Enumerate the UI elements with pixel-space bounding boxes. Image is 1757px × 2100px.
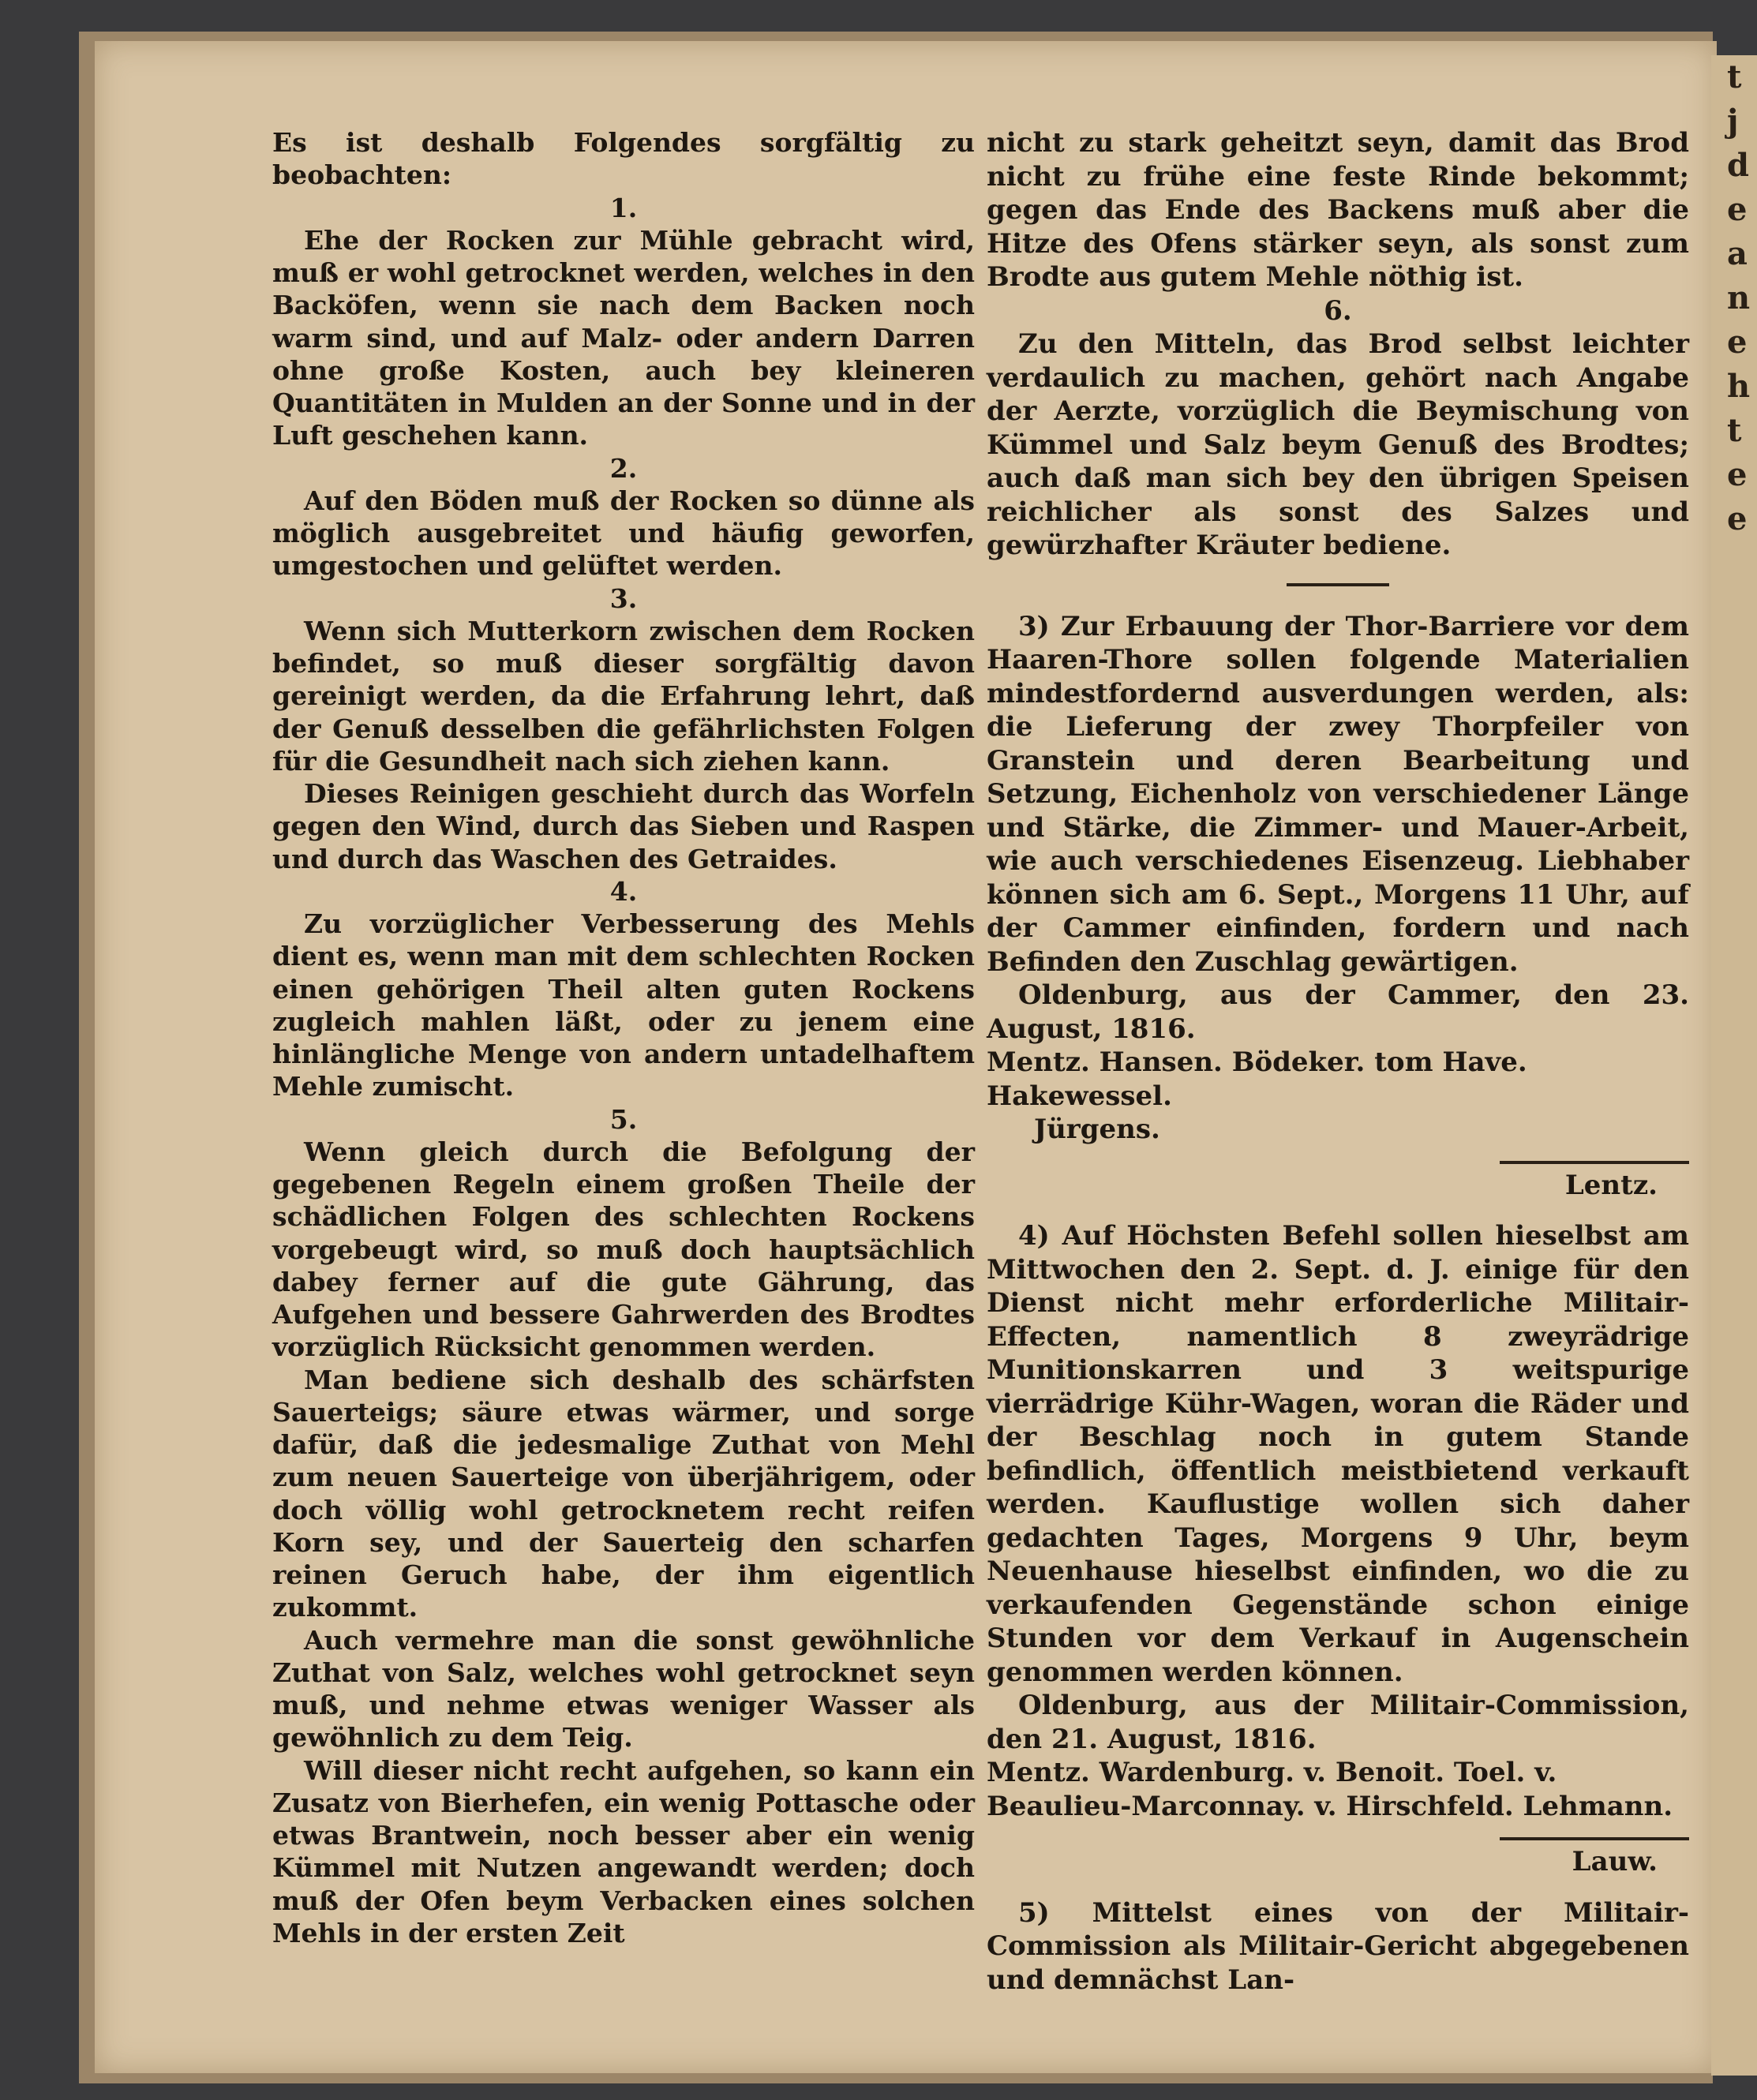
section-number: 5.	[609, 1103, 638, 1135]
paragraph: Wenn sich Mutterkorn zwischen dem Rocken befindet, so muß dieser sorgfältig davon gereinigt werden, da die Erfahrung lehrt, daß der Genuß desselben die gefährlichsten Folgen für die Gesundheit nach sich ziehen kann.	[272, 615, 975, 777]
section-number: 2.	[609, 452, 638, 484]
paragraph: Ehe der Rocken zur Mühle gebracht wird, muß er wohl getrocknet werden, welches in den Backöfen, wenn sie nach dem Backen noch warm sind, und auf Malz- oder andern Darren ohne große Kosten, auch bey kleineren Quantitäten in Mulden an der Sonne und in der Luft geschehen kann.	[272, 224, 975, 451]
next-page-edge	[1711, 55, 1757, 2076]
margin-letter: t	[1727, 412, 1742, 449]
paragraph: Zu den Mitteln, das Brod selbst leichter verdaulich zu machen, gehört nach Angabe der Aerzte, vorzüglich die Beymischung von Kümmel und Salz beym Genuß des Brodtes; auch daß man sich bey den übrigen Speisen reichlicher als sonst des Salzes und gewürzhafter Kräuter bediene.	[987, 328, 1689, 561]
paragraph: Auf den Böden muß der Rocken so dünne als möglich ausgebreitet und häufig geworfen, umgestochen und gelüftet werden.	[272, 485, 975, 582]
margin-letter: e	[1727, 191, 1748, 228]
notice-signatures: Mentz. Hansen. Bödeker. tom Have. Hakewessel.	[987, 1046, 1527, 1112]
notice-clerk: Lentz.	[1564, 1169, 1658, 1201]
divider	[1500, 1161, 1689, 1164]
notice-signatures: Mentz. Wardenburg. v. Benoit. Toel. v. Beaulieu-Marconnay. v. Hirschfeld. Lehmann.	[987, 1757, 1673, 1822]
notice-text: 4) Auf Höchsten Befehl sollen hieselbst am Mittwochen den 2. Sept. d. J. einige für den Dienst nicht mehr erforderliche Militair-Effecten, namentlich 8 zweyrädrige Munitionskarren und 3 weitspurige vierrädrige Kühr-Wagen, woran die Räder und der Beschlag noch in gutem Stande befindlich, öffentlich meistbietend verkauft werden. Kauflustige wollen sich daher gedachten Tages, Morgens 9 Uhr, beym Neuenhause hieselbst einfinden, wo die zu verkaufenden Gegenstände schon einige Stunden vor dem Verkauf in Augenschein genommen werden können.	[987, 1220, 1689, 1688]
divider	[1500, 1837, 1689, 1840]
section-number: 3.	[609, 582, 638, 614]
margin-letter: e	[1727, 456, 1748, 493]
section-number: 6.	[1324, 294, 1352, 327]
section-number: 1.	[609, 192, 638, 223]
paragraph: nicht zu stark geheitzt seyn, damit das Brod nicht zu frühe eine feste Rinde bekommt; gegen das Ende des Backens muß aber die Hitze des Ofens stärker seyn, als sonst zum Brodte aus gutem Mehle nöthig ist.	[987, 127, 1689, 293]
margin-letter: h	[1727, 368, 1751, 405]
section-number: 4.	[609, 875, 638, 907]
paragraph: Man bediene sich deshalb des schärfsten Sauerteigs; säure etwas wärmer, und sorge dafür, daß die jedesmalige Zuthat von Mehl zum neuen Sauerteige von überjährigem, oder doch völlig wohl getrocknetem recht reifen Korn sey, und der Sauerteig den scharfen reinen Geruch habe, der ihm eigentlich zukommt.	[272, 1364, 975, 1623]
notice-place-date: Oldenburg, aus der Militair-Commission, den 21. August, 1816.	[987, 1690, 1689, 1755]
margin-letter: d	[1727, 147, 1749, 184]
spacer	[987, 1202, 1689, 1219]
notice-place-date: Oldenburg, aus der Cammer, den 23. August, 1816.	[987, 979, 1689, 1045]
left-column	[272, 126, 975, 1949]
margin-letter: n	[1727, 279, 1751, 316]
divider	[1287, 583, 1389, 586]
margin-letter: e	[1727, 500, 1748, 537]
paragraph: Auch vermehre man die sonst gewöhnliche Zuthat von Salz, welches wohl getrocknet seyn muß, und nehme etwas weniger Wasser als gewöhnlich zu dem Teig.	[272, 1624, 975, 1754]
notice-clerk: Lauw.	[1572, 1846, 1658, 1877]
section-heading: Es ist deshalb Folgendes sorgfältig zu beobachten:	[272, 127, 975, 191]
margin-letter: e	[1727, 324, 1748, 361]
spacer	[987, 1879, 1689, 1896]
notice-signatures: Jürgens.	[1034, 1114, 1160, 1145]
margin-letter: a	[1727, 235, 1748, 272]
margin-letter: j	[1727, 103, 1739, 140]
paragraph: Will dieser nicht recht aufgehen, so kann ein Zusatz von Bierhefen, ein wenig Pottasche oder etwas Brantwein, noch besser aber ein wenig Kümmel mit Nutzen angewandt werden; doch muß der Ofen beym Verbacken eines solchen Mehls in der ersten Zeit	[272, 1754, 975, 1948]
paragraph: Dieses Reinigen geschieht durch das Worfeln gegen den Wind, durch das Sieben und Raspen und durch das Waschen des Getraides.	[272, 778, 975, 874]
margin-letter: t	[1727, 58, 1742, 95]
notice-text: 3) Zur Erbauung der Thor-Barriere vor dem Haaren-Thore sollen folgende Materialien mindestfordernd ausverdungen werden, als: die Lieferung der zwey Thorpfeiler von Granstein und deren Bearbeitung und Setzung, Eichenholz von verschiedener Länge und Stärke, die Zimmer- und Mauer-Arbeit, wie auch verschiedenes Eisenzeug. Liebhaber können sich am 6. Sept., Morgens 11 Uhr, auf der Cammer einfinden, fordern und nach Befinden den Zuschlag gewärtigen.	[987, 610, 1689, 978]
notice-text: 5) Mittelst eines von der Militair-Commission als Militair-Gericht abgegebenen und demnächst Lan-	[987, 1896, 1689, 1996]
paragraph: Wenn gleich durch die Befolgung der gegebenen Regeln einem großen Theile der schädlichen Folgen des schlechten Rockens vorgebeugt wird, so muß doch hauptsächlich dabey ferner auf die gute Gährung, das Aufgehen und bessere Gahrwerden des Brodtes vorzüglich Rücksicht genommen werden.	[272, 1136, 975, 1363]
right-column	[987, 126, 1689, 1997]
paragraph: Zu vorzüglicher Verbesserung des Mehls dient es, wenn man mit dem schlechten Rocken einen gehörigen Theil alten guten Rockens zugleich mahlen läßt, oder zu jenem eine hinlängliche Menge von andern untadelhaftem Mehle zumischt.	[272, 908, 975, 1102]
